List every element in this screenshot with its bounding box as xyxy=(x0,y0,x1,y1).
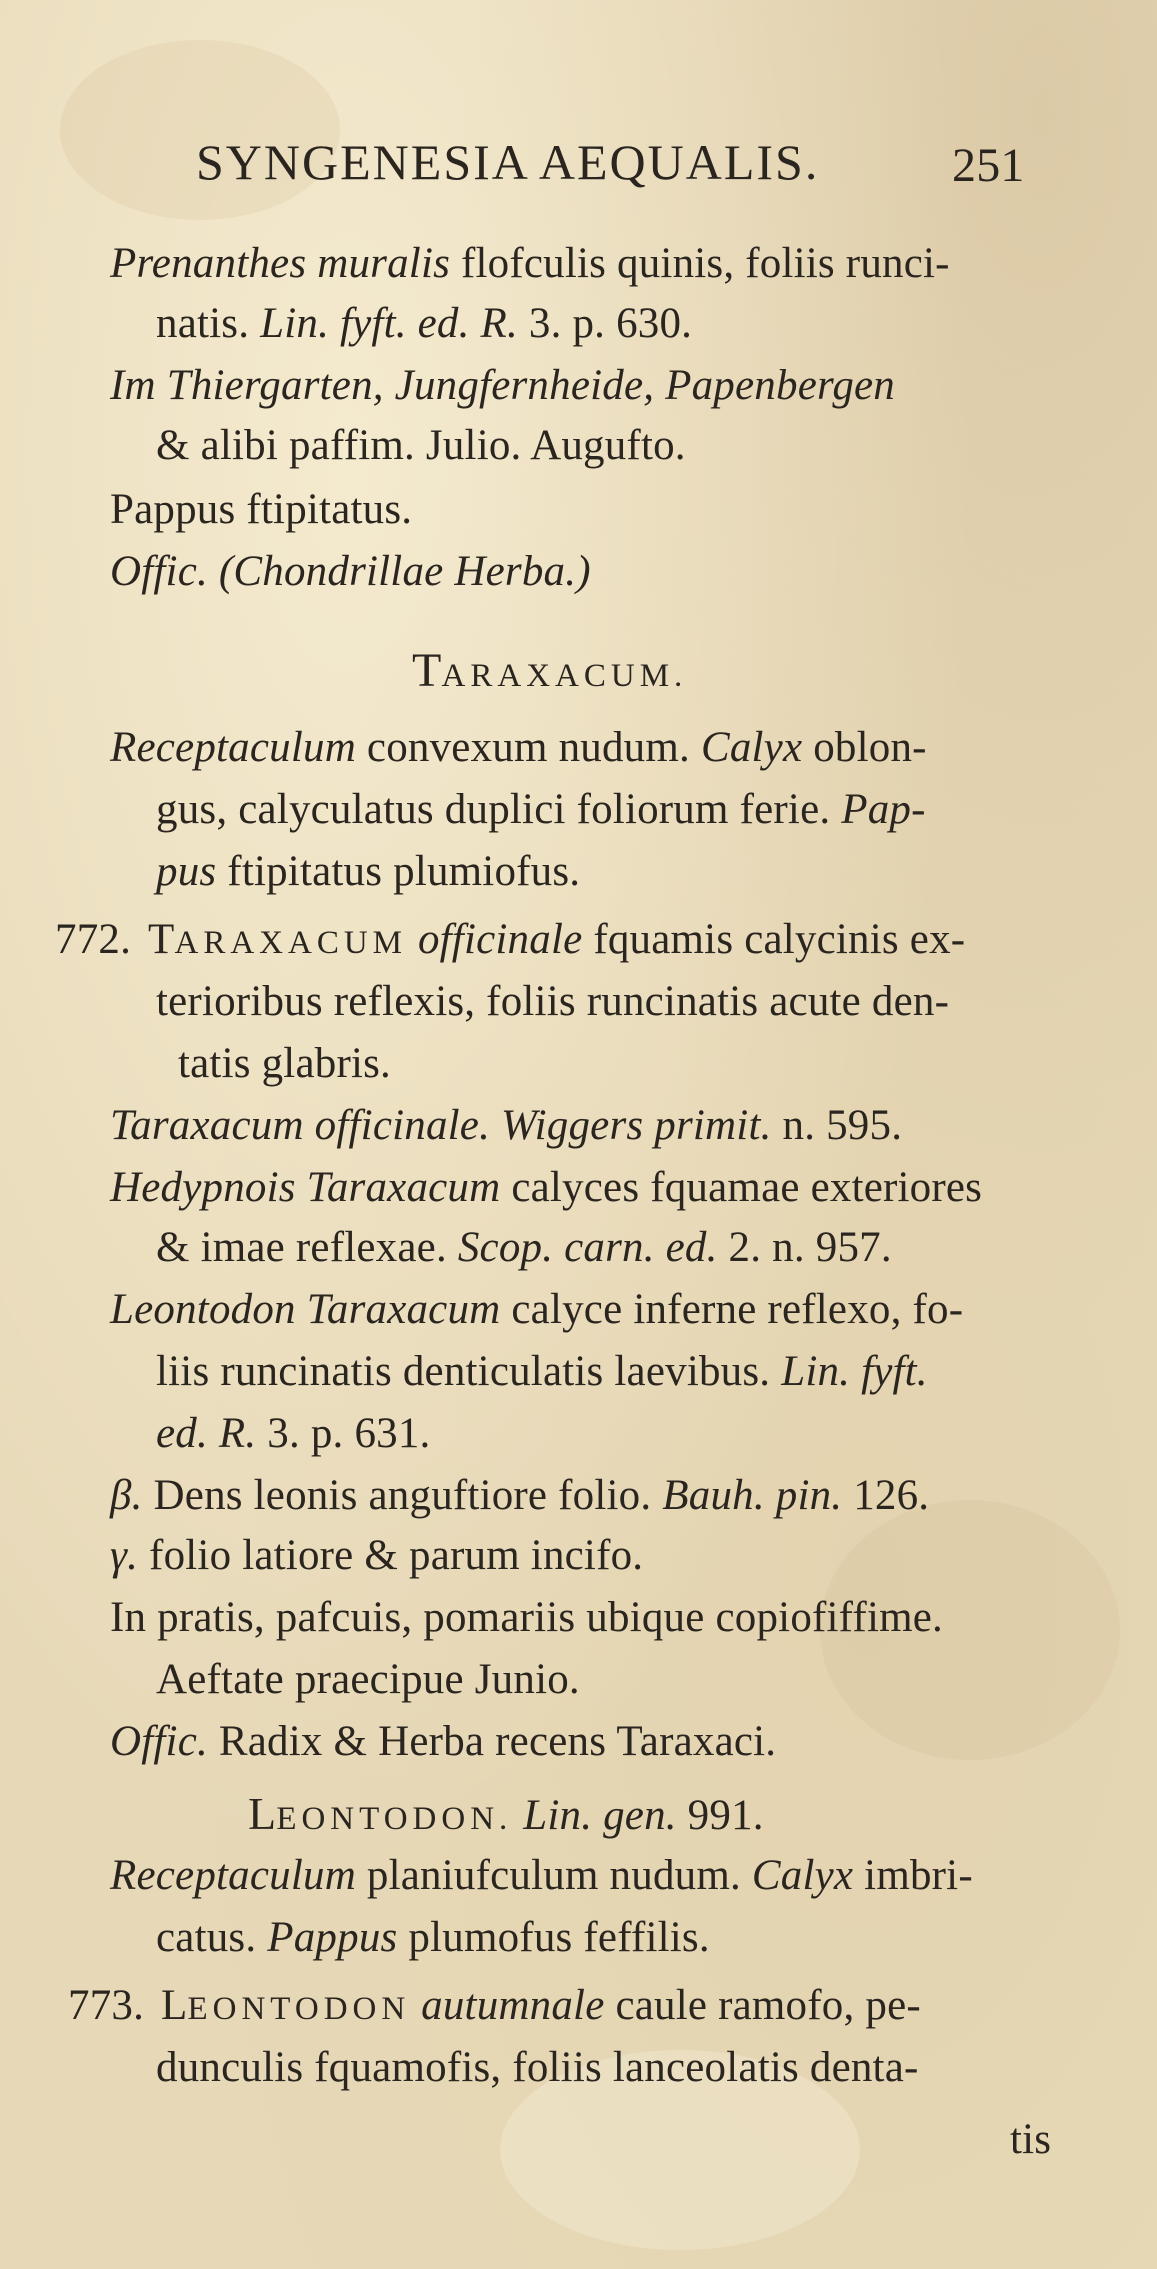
variety-marker: γ. xyxy=(110,1532,139,1579)
species-772-line-4 xyxy=(110,1100,902,1152)
heading-rest: ARAXACUM. xyxy=(441,658,688,694)
species-772-flowering: Aeftate praecipue Junio. xyxy=(156,1656,580,1703)
species-773-line-2: dunculis fquamofis, foliis lanceolatis denta- xyxy=(156,2044,919,2091)
species-number: 772. xyxy=(55,916,132,963)
description-text: oblon- xyxy=(802,724,927,771)
species-772-line-5 xyxy=(110,1162,982,1214)
running-header-title: SYNGENESIA AEQUALIS. xyxy=(196,134,820,190)
term: Offic. xyxy=(110,1718,208,1765)
species-772-line-8 xyxy=(156,1346,928,1398)
species-772-line-6 xyxy=(156,1222,892,1274)
heading-initial: T xyxy=(412,644,442,697)
description-text: natis. xyxy=(156,300,261,347)
species-772-line-7 xyxy=(110,1284,963,1336)
species-772-line-9 xyxy=(156,1408,431,1460)
citation: Lin. fyft. ed. R. xyxy=(260,300,518,347)
genus-heading-leontodon xyxy=(248,1788,764,1845)
species-772-line-2: terioribus reflexis, foliis runcinatis acute den- xyxy=(156,978,950,1025)
citation: Scop. carn. ed. xyxy=(457,1224,718,1271)
species-773-line-1 xyxy=(68,1980,921,2035)
synonym: Taraxacum officinale. Wiggers primit. xyxy=(110,1102,772,1149)
species-772-offic xyxy=(110,1716,776,1768)
citation: Lin. fyft. xyxy=(781,1348,928,1395)
heading-rest: EONTODON. xyxy=(276,1801,513,1837)
description-text: imbri- xyxy=(853,1852,973,1899)
epithet: officinale xyxy=(407,916,583,963)
description-text: convexum nudum. xyxy=(355,724,701,771)
prenanthes-flowering: & alibi paffim. Julio. Augufto. xyxy=(156,422,686,469)
taraxacum-genus-line-3 xyxy=(156,846,580,898)
citation-number: 3. p. 630. xyxy=(517,300,693,347)
genus-heading-taraxacum xyxy=(412,645,687,702)
term: Receptaculum xyxy=(110,1852,356,1899)
term: Receptaculum xyxy=(110,724,356,771)
description-text: plumofus feffilis. xyxy=(397,1914,710,1961)
leontodon-genus-line-1 xyxy=(110,1850,973,1902)
synonym: Leontodon Taraxacum xyxy=(110,1286,501,1333)
paper-stain xyxy=(60,40,340,220)
variety-marker: β. xyxy=(110,1472,143,1519)
term: pus xyxy=(156,848,217,895)
description-text: calyce inferne reflexo, fo- xyxy=(500,1286,964,1333)
epithet: autumnale xyxy=(410,1982,605,2029)
taraxacum-genus-line-2 xyxy=(156,784,926,836)
citation-number: 126. xyxy=(842,1472,930,1519)
citation-number: 2. n. 957. xyxy=(717,1224,892,1271)
description-text: Radix & Herba recens Taraxaci. xyxy=(207,1718,777,1765)
description-text: calyces fquamae exteriores xyxy=(500,1164,983,1211)
catchword: tis xyxy=(1010,2116,1052,2163)
species-772-habitat: In pratis, pafcuis, pomariis ubique copiofiffime. xyxy=(110,1594,943,1641)
term: Calyx xyxy=(700,724,803,771)
genus-name: ARAXACUM xyxy=(174,925,408,961)
prenanthes-pappus: Pappus ftipitatus. xyxy=(110,486,413,533)
citation: Lin. gen. xyxy=(512,1792,677,1839)
description-text: caule ramofo, pe- xyxy=(604,1982,921,2029)
description-text: fquamis calycinis ex- xyxy=(582,916,966,963)
description-text: ftipitatus plumiofus. xyxy=(216,848,581,895)
species-number: 773. xyxy=(68,1982,145,2029)
taraxacum-genus-line-1 xyxy=(110,722,927,774)
species-772-line-1 xyxy=(55,914,965,969)
description-text: & imae reflexae. xyxy=(156,1224,458,1271)
prenanthes-offic: Offic. (Chondrillae Herba.) xyxy=(110,548,591,595)
description-text: folio latiore & parum incifo. xyxy=(138,1532,644,1579)
description-text: flofculis quinis, foliis runci- xyxy=(450,240,950,287)
species-name: Prenanthes muralis xyxy=(110,240,451,287)
species-772-line-3: tatis glabris. xyxy=(178,1040,391,1087)
page-number: 251 xyxy=(952,139,1025,192)
description-text: Dens leonis anguftiore folio. xyxy=(142,1472,663,1519)
prenanthes-line-1 xyxy=(110,238,950,290)
term: Pappus xyxy=(267,1914,398,1961)
synonym: Hedypnois Taraxacum xyxy=(110,1164,501,1211)
citation-number: 3. p. 631. xyxy=(256,1410,431,1457)
description-text: planiufculum nudum. xyxy=(355,1852,752,1899)
citation: ed. R. xyxy=(156,1410,257,1457)
species-772-variety-beta xyxy=(110,1470,929,1522)
heading-initial: L xyxy=(248,1788,277,1839)
term: Calyx xyxy=(751,1852,854,1899)
description-text: catus. xyxy=(156,1914,268,1961)
description-text: gus, calyculatus duplici foliorum ferie. xyxy=(156,786,842,833)
prenanthes-locality: Im Thiergarten, Jungfernheide, Papenbergen xyxy=(110,362,896,409)
genus-initial: L xyxy=(161,1982,188,2029)
citation: Bauh. pin. xyxy=(662,1472,843,1519)
citation-number: 991. xyxy=(676,1792,764,1839)
species-772-variety-gamma xyxy=(110,1530,643,1582)
genus-initial: T xyxy=(148,916,175,963)
genus-name: EONTODON xyxy=(187,1991,411,2027)
citation-number: n. 595. xyxy=(771,1102,903,1149)
term: Pap- xyxy=(841,786,926,833)
description-text: liis runcinatis denticulatis laevibus. xyxy=(156,1348,782,1395)
leontodon-genus-line-2 xyxy=(156,1912,710,1964)
prenanthes-line-2 xyxy=(156,298,692,350)
